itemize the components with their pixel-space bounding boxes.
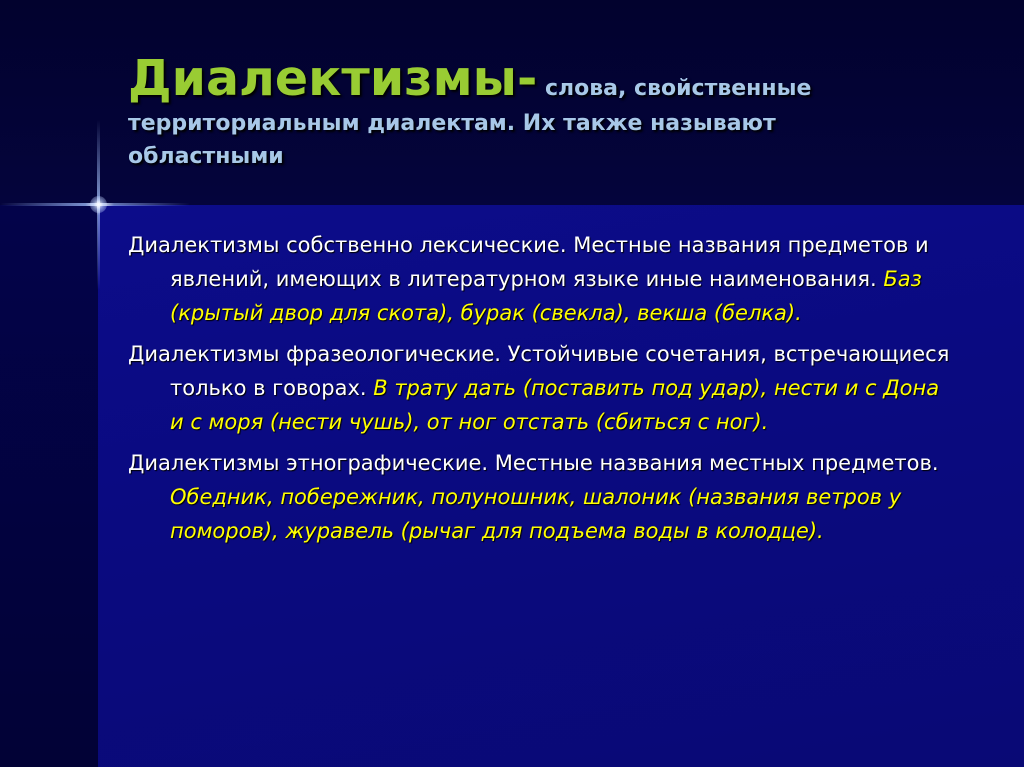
title-term: Диалектизмы- (128, 50, 538, 107)
star-sparkle-icon (90, 196, 107, 213)
slide-left-strip (0, 205, 98, 767)
paragraph-lexical (128, 228, 958, 330)
slide-title (128, 50, 928, 190)
paragraph-examples: Обедник, побережник, полуношник, шалоник (названия ветров у поморов), журавель (рычаг для подъема воды в колодце). (170, 485, 902, 543)
paragraph-phraseological (128, 337, 958, 439)
paragraph-text: Диалектизмы этнографические. Местные названия местных предметов. (128, 451, 939, 475)
title-definition: слова, свойственные территориальным диалектам. Их также называют областными (128, 76, 812, 169)
paragraph-text: Диалектизмы собственно лексические. Местные названия предметов и явлений, имеющих в литературном языке иные наименования. (128, 233, 929, 291)
paragraph-examples: В трату дать (поставить под удар), нести и с Дона и с моря (нести чушь), от ног отстать (сбиться с ног). (170, 376, 940, 434)
paragraph-ethnographic (128, 446, 958, 548)
paragraph-text: Диалектизмы фразеологические. Устойчивые сочетания, встречающиеся только в говорах. (128, 342, 950, 400)
slide-body (128, 228, 958, 668)
paragraph-examples: Баз (крытый двор для скота), бурак (свекла), векша (белка). (170, 267, 922, 325)
